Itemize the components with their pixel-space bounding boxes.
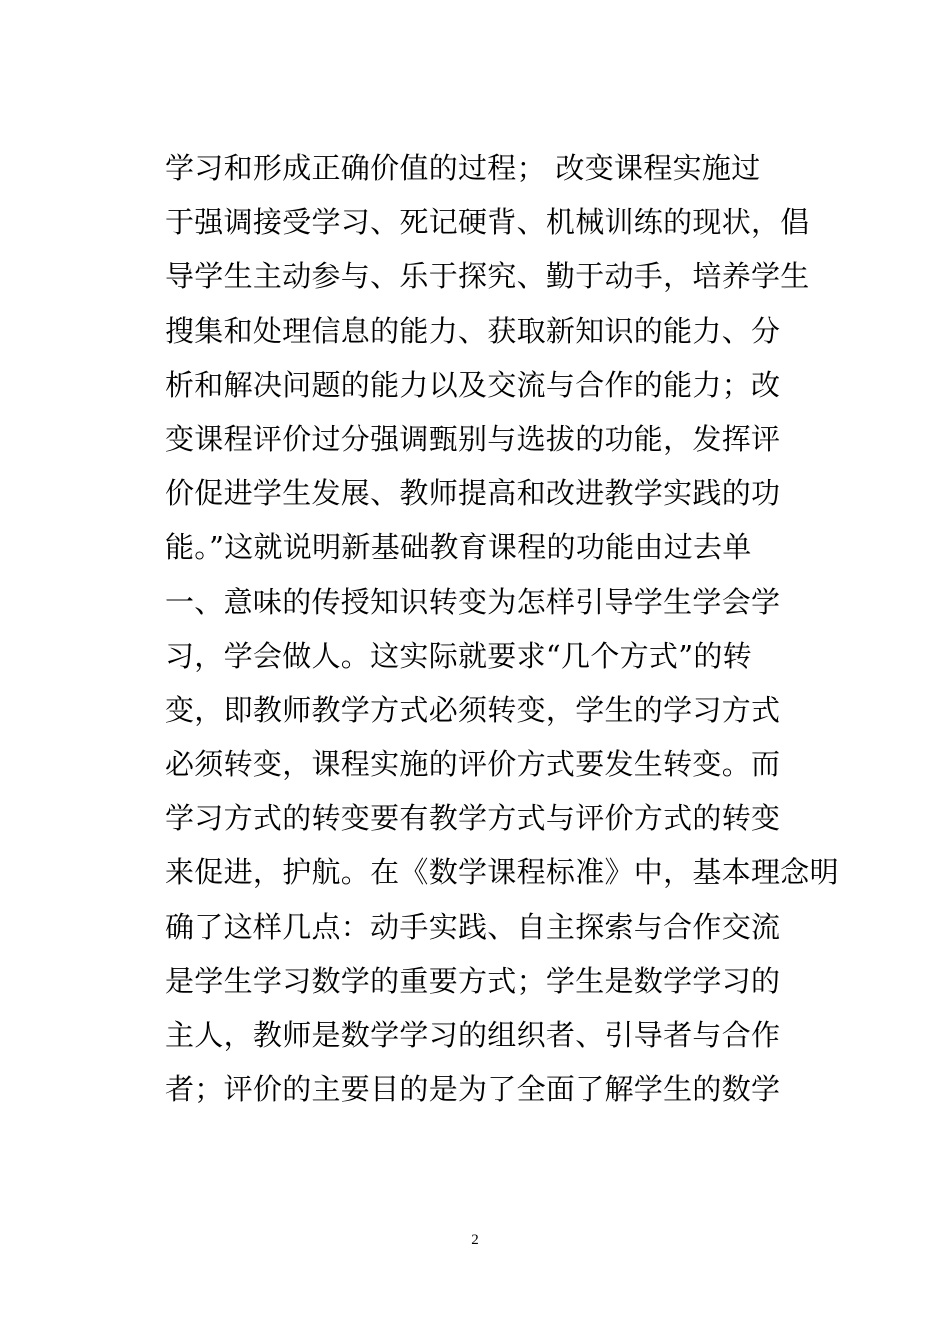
text-line-5: 析和解决问题的能力以及交流与合作的能力；改 <box>165 367 781 402</box>
text-line-17: 主人，教师是数学学习的组织者、引导者与合作 <box>165 1018 781 1052</box>
text-line-1: 学习和形成正确价值的过程； 改变课程实施过 <box>165 151 761 185</box>
text-line-8: 能。”这就说明新基础教育课程的功能由过去单 <box>165 530 752 565</box>
page-number: 2 <box>471 1232 479 1248</box>
text-line-18: 者；评价的主要目的是为了全面了解学生的数学 <box>165 1072 781 1107</box>
text-line-12: 必须转变，课程实施的评价方式要发生转变。而 <box>165 747 781 782</box>
text-line-14: 来促进，护航。在《数学课程标准》中，基本理念明 <box>165 855 839 890</box>
text-line-15: 确了这样几点：动手实践、自主探索与合作交流 <box>165 909 781 944</box>
text-line-13: 学习方式的转变要有教学方式与评价方式的转变 <box>165 801 781 836</box>
text-line-16: 是学生学习数学的重要方式；学生是数学学习的 <box>165 963 781 998</box>
text-line-7: 价促进学生发展、教师提高和改进教学实践的功 <box>165 476 781 511</box>
text-line-10: 习，学会做人。这实际就要求“几个方式”的转 <box>165 638 752 673</box>
text-line-6: 变课程评价过分强调甄别与选拔的功能，发挥评 <box>165 421 781 456</box>
text-line-3: 导学生主动参与、乐于探究、勤于动手，培养学生 <box>165 259 810 294</box>
text-line-9: 一、意味的传授知识转变为怎样引导学生学会学 <box>165 584 781 619</box>
body-text <box>165 141 839 1116</box>
text-line-2: 于强调接受学习、死记硬背、机械训练的现状，倡 <box>165 205 810 240</box>
text-line-11: 变，即教师教学方式必须转变，学生的学习方式 <box>165 692 781 727</box>
text-line-4: 搜集和处理信息的能力、获取新知识的能力、分 <box>165 313 781 348</box>
